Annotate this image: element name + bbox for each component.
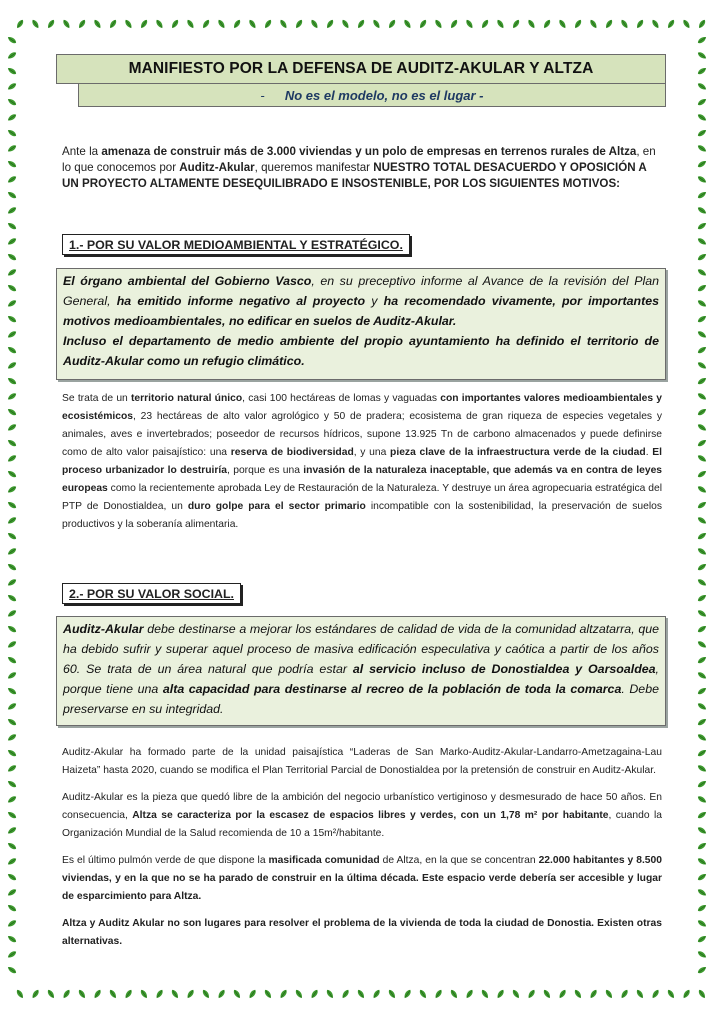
leaf-icon [108, 989, 117, 1000]
text-run: Auditz-Akular ha formado parte de la unidad paisajística “Laderas de San Marko-Auditz-Akular-Landarro-Ametzagaina-Lau Haizeta” hasta 2020, cuando se modifica el Plan Territorial Parcial de Donostialdea por la pretensión de construir en Auditz-Akular. [62, 747, 662, 776]
title-text: MANIFIESTO POR LA DEFENSA DE AUDITZ-AKULAR Y ALTZA [128, 60, 594, 77]
leaf-icon [77, 19, 86, 30]
leaf-icon [697, 764, 708, 773]
leaf-icon [325, 989, 334, 1000]
leaf-icon [248, 989, 257, 1000]
leaf-icon [697, 795, 708, 804]
leaf-icon [697, 593, 708, 602]
leaf-icon [496, 19, 505, 30]
bold-text-run: Incluso el departamento de medio ambiente del propio ayuntamiento ha definido el territorio de Auditz-Akular como un refugio climático. [63, 334, 659, 368]
leaf-icon [527, 989, 536, 1000]
leaf-icon [651, 989, 660, 1000]
leaf-icon [7, 609, 18, 618]
text-run: Auditz-Akular es la pieza que quedó libre de la ambición del negocio urbanístico vertiginoso y desmesurado de hace 50 años. En consecuencia, [62, 792, 662, 821]
leaf-icon [217, 989, 226, 1000]
text-run: , y una [353, 447, 391, 458]
leaf-icon [697, 330, 708, 339]
bold-text-run: El proceso urbanizador lo destruiría [62, 447, 662, 476]
leaf-icon [620, 989, 629, 1000]
leaf-icon [387, 989, 396, 1000]
leaf-icon [46, 989, 55, 1000]
leaf-icon [7, 144, 18, 153]
leaf-icon [697, 392, 708, 401]
bold-text-run: al servicio incluso de Donostialdea y Oarsoaldea [352, 662, 656, 676]
leaf-icon [7, 965, 18, 974]
leaf-icon [7, 857, 18, 866]
leaf-icon [697, 903, 708, 912]
section-1-paragraph [62, 390, 662, 534]
leaf-icon [7, 345, 18, 354]
leaf-icon [310, 989, 319, 1000]
leaf-icon [7, 950, 18, 959]
leaf-icon [7, 640, 18, 649]
leaf-icon [682, 989, 691, 1000]
leaf-icon [697, 640, 708, 649]
leaf-icon [697, 609, 708, 618]
leaf-icon [7, 221, 18, 230]
section-2-heading [62, 583, 241, 604]
leaf-icon [7, 624, 18, 633]
leaf-icon [697, 407, 708, 416]
leaf-icon [527, 19, 536, 30]
section-1-heading-text: 1.- POR SU VALOR MEDIOAMBIENTAL Y ESTRATÉGICO. [69, 238, 403, 252]
leaf-icon [697, 66, 708, 75]
leaf-icon [651, 19, 660, 30]
leaf-icon [7, 547, 18, 556]
leaf-icon [7, 516, 18, 525]
leaf-icon [666, 19, 675, 30]
leaf-icon [7, 66, 18, 75]
leaf-icon [697, 686, 708, 695]
leaf-icon [263, 989, 272, 1000]
leaf-icon [93, 19, 102, 30]
leaf-icon [7, 252, 18, 261]
leaf-icon [697, 485, 708, 494]
leaf-icon [511, 19, 520, 30]
leaf-icon [7, 175, 18, 184]
leaf-icon [7, 764, 18, 773]
leaf-icon [93, 989, 102, 1000]
leaf-icon [697, 578, 708, 587]
leaf-icon [465, 989, 474, 1000]
leaf-icon [201, 989, 210, 1000]
intro-paragraph [62, 144, 662, 192]
bold-text-run: ha recomendado vivamente, por importantes motivos medioambientales, no edificar en suelos de Auditz-Akular. [63, 294, 659, 328]
bold-text-run: Auditz-Akular [179, 161, 255, 174]
leaf-icon [7, 593, 18, 602]
leaf-icon [7, 500, 18, 509]
bold-text-run: amenaza de construir más de 3.000 viviendas y un polo de empresas en terrenos rurales de Altza [101, 145, 637, 158]
leaf-icon [434, 19, 443, 30]
leaf-icon [465, 19, 474, 30]
leaf-icon [589, 19, 598, 30]
leaf-icon [31, 989, 40, 1000]
leaf-icon [542, 989, 551, 1000]
leaf-icon [7, 206, 18, 215]
leaf-icon [7, 841, 18, 850]
text-run: , cuando la Organización Mundial de la Salud recomienda de 10 a 15m²/habitante. [62, 810, 662, 839]
leaf-icon [697, 314, 708, 323]
leaf-icon [7, 97, 18, 106]
leaf-icon [372, 19, 381, 30]
leaf-icon [232, 19, 241, 30]
leaf-icon [7, 51, 18, 60]
leaf-icon [7, 686, 18, 695]
leaf-icon [511, 989, 520, 1000]
leaf-icon [263, 19, 272, 30]
section-2-heading-text: 2.- POR SU VALOR SOCIAL. [69, 587, 234, 601]
leaf-icon [7, 113, 18, 122]
section-1-highlight-box [56, 268, 666, 380]
leaf-icon [7, 159, 18, 168]
leaf-icon [697, 376, 708, 385]
document-title [56, 54, 666, 84]
leaf-icon [62, 19, 71, 30]
leaf-icon [7, 330, 18, 339]
leaf-icon [697, 469, 708, 478]
leaf-icon [449, 19, 458, 30]
leaf-icon [7, 826, 18, 835]
leaf-icon [7, 795, 18, 804]
bold-text-run: con importantes valores medioambientales y ecosistémicos [62, 393, 662, 422]
leaf-icon [7, 283, 18, 292]
leaf-icon [7, 314, 18, 323]
leaf-icon [697, 748, 708, 757]
leaf-icon [108, 19, 117, 30]
leaf-icon [697, 826, 708, 835]
leaf-icon [434, 989, 443, 1000]
bold-text-run: invasión de la naturaleza inaceptable, que además va en contra de leyes europeas [62, 465, 663, 494]
text-run: como la recientemente aprobada Ley de Restauración de la Naturaleza. Y destruye un área agropecuaria estratégica del PTP de Donostialdea, un [62, 483, 662, 512]
leaf-icon [124, 989, 133, 1000]
leaf-icon [248, 19, 257, 30]
leaf-icon [697, 361, 708, 370]
leaf-icon [697, 128, 708, 137]
leaf-icon [697, 779, 708, 788]
leaf-icon [697, 97, 708, 106]
leaf-icon [697, 810, 708, 819]
leaf-icon [139, 989, 148, 1000]
leaf-icon [697, 841, 708, 850]
text-run: debe destinarse a mejorar los estándares de calidad de vida de la comunidad altzatarra, que ha debido sufrir y superar aquel proceso de masiva edificación especulativa y caótica a partir de los años 60. Se trata de un área natural que podría estar [63, 622, 659, 676]
leaf-icon [356, 989, 365, 1000]
leaf-icon [356, 19, 365, 30]
text-run: Se trata de un [62, 393, 131, 404]
text-run: y [365, 294, 384, 308]
leaf-icon [7, 35, 18, 44]
leaf-icon [7, 702, 18, 711]
leaf-icon [7, 361, 18, 370]
leaf-icon [7, 888, 18, 897]
text-run: , porque es una [227, 465, 304, 476]
leaf-icon [558, 19, 567, 30]
text-run: de Altza, en la que se concentran [379, 855, 539, 866]
leaf-icon [620, 19, 629, 30]
leaf-icon [697, 237, 708, 246]
leaf-icon [697, 438, 708, 447]
leaf-icon [697, 717, 708, 726]
leaf-icon [7, 299, 18, 308]
leaf-icon [201, 19, 210, 30]
leaf-icon [325, 19, 334, 30]
leaf-icon [170, 989, 179, 1000]
leaf-icon [403, 19, 412, 30]
leaf-icon [697, 423, 708, 432]
leaf-icon [682, 19, 691, 30]
section-2-paragraph [62, 744, 662, 780]
leaf-icon [697, 671, 708, 680]
bold-text-run: El órgano ambiental del Gobierno Vasco [63, 274, 312, 288]
leaf-icon [46, 19, 55, 30]
leaf-icon [7, 748, 18, 757]
bold-text-run: alta capacidad para destinarse al recreo de la población de toda la comarca [162, 682, 622, 696]
leaf-icon [15, 989, 24, 1000]
bold-text-run: Altza se caracteriza por la escasez de espacios libres y verdes, con un 1,78 m² por habitante [132, 810, 609, 821]
leaf-icon [7, 919, 18, 928]
leaf-icon [635, 989, 644, 1000]
leaf-icon [697, 206, 708, 215]
leaf-icon [7, 268, 18, 277]
leaf-icon [697, 733, 708, 742]
leaf-icon [697, 562, 708, 571]
text-run: . [645, 447, 653, 458]
leaf-icon [15, 19, 24, 30]
leaf-icon [170, 19, 179, 30]
leaf-icon [697, 500, 708, 509]
leaf-icon [697, 82, 708, 91]
leaf-icon [697, 35, 708, 44]
leaf-icon [294, 989, 303, 1000]
leaf-icon [7, 82, 18, 91]
leaf-icon [697, 221, 708, 230]
bold-text-run: reserva de biodiversidad [230, 447, 354, 458]
leaf-icon [573, 19, 582, 30]
leaf-icon [697, 624, 708, 633]
leaf-icon [697, 454, 708, 463]
leaf-icon [697, 989, 706, 1000]
section-2-paragraph [62, 852, 662, 906]
leaf-icon [697, 872, 708, 881]
leaf-icon [7, 407, 18, 416]
leaf-icon [697, 190, 708, 199]
leaf-icon [589, 989, 598, 1000]
leaf-icon [697, 888, 708, 897]
section-2-highlight-box [56, 616, 666, 726]
leaf-icon [697, 113, 708, 122]
leaf-icon [418, 19, 427, 30]
leaf-icon [697, 252, 708, 261]
section-2-paragraph [62, 915, 662, 951]
text-run: , porque tiene una [63, 662, 659, 696]
leaf-icon [418, 989, 427, 1000]
bold-text-run: 22.000 habitantes y 8.500 viviendas, y en la que no se ha parado de construir en la última década. Este espacio verde debería ser accesible y lugar de esparcimiento para Altza. [62, 855, 662, 902]
leaf-icon [7, 779, 18, 788]
leaf-icon [7, 810, 18, 819]
leaf-icon [573, 989, 582, 1000]
bold-text-run: pieza clave de la infraestructura verde de la ciudad [390, 447, 646, 458]
leaf-icon [7, 655, 18, 664]
leaf-icon [666, 989, 675, 1000]
leaf-icon [697, 702, 708, 711]
document-subtitle [78, 83, 666, 107]
leaf-icon [542, 19, 551, 30]
text-run: Es el último pulmón verde de que dispone la [62, 855, 269, 866]
leaf-icon [697, 175, 708, 184]
text-run: Ante la [62, 145, 102, 158]
leaf-icon [217, 19, 226, 30]
leaf-icon [697, 51, 708, 60]
leaf-icon [7, 903, 18, 912]
leaf-icon [7, 531, 18, 540]
bold-text-run: territorio natural único [131, 393, 243, 404]
leaf-icon [697, 283, 708, 292]
leaf-icon [7, 376, 18, 385]
leaf-icon [294, 19, 303, 30]
leaf-icon [697, 159, 708, 168]
leaf-icon [604, 19, 613, 30]
leaf-icon [7, 671, 18, 680]
leaf-icon [697, 299, 708, 308]
leaf-icon [7, 128, 18, 137]
leaf-icon [7, 733, 18, 742]
leaf-icon [31, 19, 40, 30]
leaf-icon [697, 655, 708, 664]
leaf-icon [7, 578, 18, 587]
bold-text-run: masificada comunidad [268, 855, 380, 866]
text-run: . Debe preservarse en su integridad. [63, 682, 659, 716]
bold-text-run: Auditz-Akular [63, 622, 144, 636]
leaf-icon [7, 934, 18, 943]
bold-text-run: Altza y Auditz Akular no son lugares para resolver el problema de la vivienda de toda la ciudad de Donostia. Existen otras alternativas. [62, 918, 662, 947]
leaf-icon [7, 562, 18, 571]
leaf-icon [697, 919, 708, 928]
leaf-icon [403, 989, 412, 1000]
leaf-icon [341, 989, 350, 1000]
leaf-icon [697, 857, 708, 866]
leaf-icon [387, 19, 396, 30]
leaf-icon [279, 989, 288, 1000]
leaf-icon [635, 19, 644, 30]
leaf-icon [186, 19, 195, 30]
leaf-icon [372, 989, 381, 1000]
section-1-body [62, 390, 662, 543]
leaf-icon [310, 19, 319, 30]
subtitle-text: No es el modelo, no es el lugar - [284, 87, 484, 103]
leaf-icon [341, 19, 350, 30]
text-run: , en lo que conocemos por [62, 145, 656, 174]
text-run: incompatible con la sostenibilidad, la preservación de suelos productivos y la soberanía alimentaria. [62, 501, 662, 530]
leaf-icon [496, 989, 505, 1000]
leaf-icon [449, 989, 458, 1000]
leaf-icon [62, 989, 71, 1000]
text-run: , 23 hectáreas de alto valor agrológico y 50 de pradera; ecosistema de gran riqueza de especies vegetales y animales, aves e invertebrados; poseedor de recursos hídricos, supone 13.925 Tn de carbono almacenados y puede definirse como de alto valor paisajístico: una [62, 411, 662, 458]
leaf-icon [7, 190, 18, 199]
leaf-icon [7, 438, 18, 447]
leaf-icon [480, 19, 489, 30]
text-run: , casi 100 hectáreas de lomas y vaguadas [242, 393, 441, 404]
section-2-body [62, 744, 662, 960]
leaf-icon [155, 989, 164, 1000]
leaf-icon [697, 965, 708, 974]
leaf-icon [155, 19, 164, 30]
leaf-icon [697, 547, 708, 556]
leaf-icon [232, 989, 241, 1000]
bold-text-run: NUESTRO TOTAL DESACUERDO Y OPOSICIÓN A UN PROYECTO ALTAMENTE DESEQUILIBRADO E INSOSTENIBLE, POR LOS SIGUIENTES MOTIVOS: [62, 161, 647, 190]
leaf-icon [77, 989, 86, 1000]
text-run: , queremos manifestar [254, 161, 374, 174]
bold-text-run: ha emitido informe negativo al proyecto [116, 294, 366, 308]
leaf-icon [124, 19, 133, 30]
leaf-icon [186, 989, 195, 1000]
leaf-icon [697, 950, 708, 959]
leaf-icon [7, 872, 18, 881]
leaf-icon [697, 934, 708, 943]
leaf-icon [7, 469, 18, 478]
leaf-icon [697, 345, 708, 354]
section-2-paragraph [62, 789, 662, 843]
leaf-icon [697, 531, 708, 540]
leaf-icon [279, 19, 288, 30]
leaf-icon [7, 423, 18, 432]
leaf-icon [697, 19, 706, 30]
leaf-icon [7, 485, 18, 494]
text-run: , en su preceptivo informe al Avance de la revisión del Plan General, [63, 274, 659, 308]
leaf-icon [7, 717, 18, 726]
leaf-icon [604, 989, 613, 1000]
leaf-icon [480, 989, 489, 1000]
leaf-icon [558, 989, 567, 1000]
subtitle-dash: - [260, 87, 265, 103]
leaf-icon [139, 19, 148, 30]
leaf-icon [7, 454, 18, 463]
leaf-icon [697, 516, 708, 525]
leaf-icon [697, 268, 708, 277]
leaf-icon [7, 392, 18, 401]
leaf-icon [697, 144, 708, 153]
bold-text-run: duro golpe para el sector primario [187, 501, 366, 512]
section-1-heading [62, 234, 410, 255]
leaf-icon [7, 237, 18, 246]
